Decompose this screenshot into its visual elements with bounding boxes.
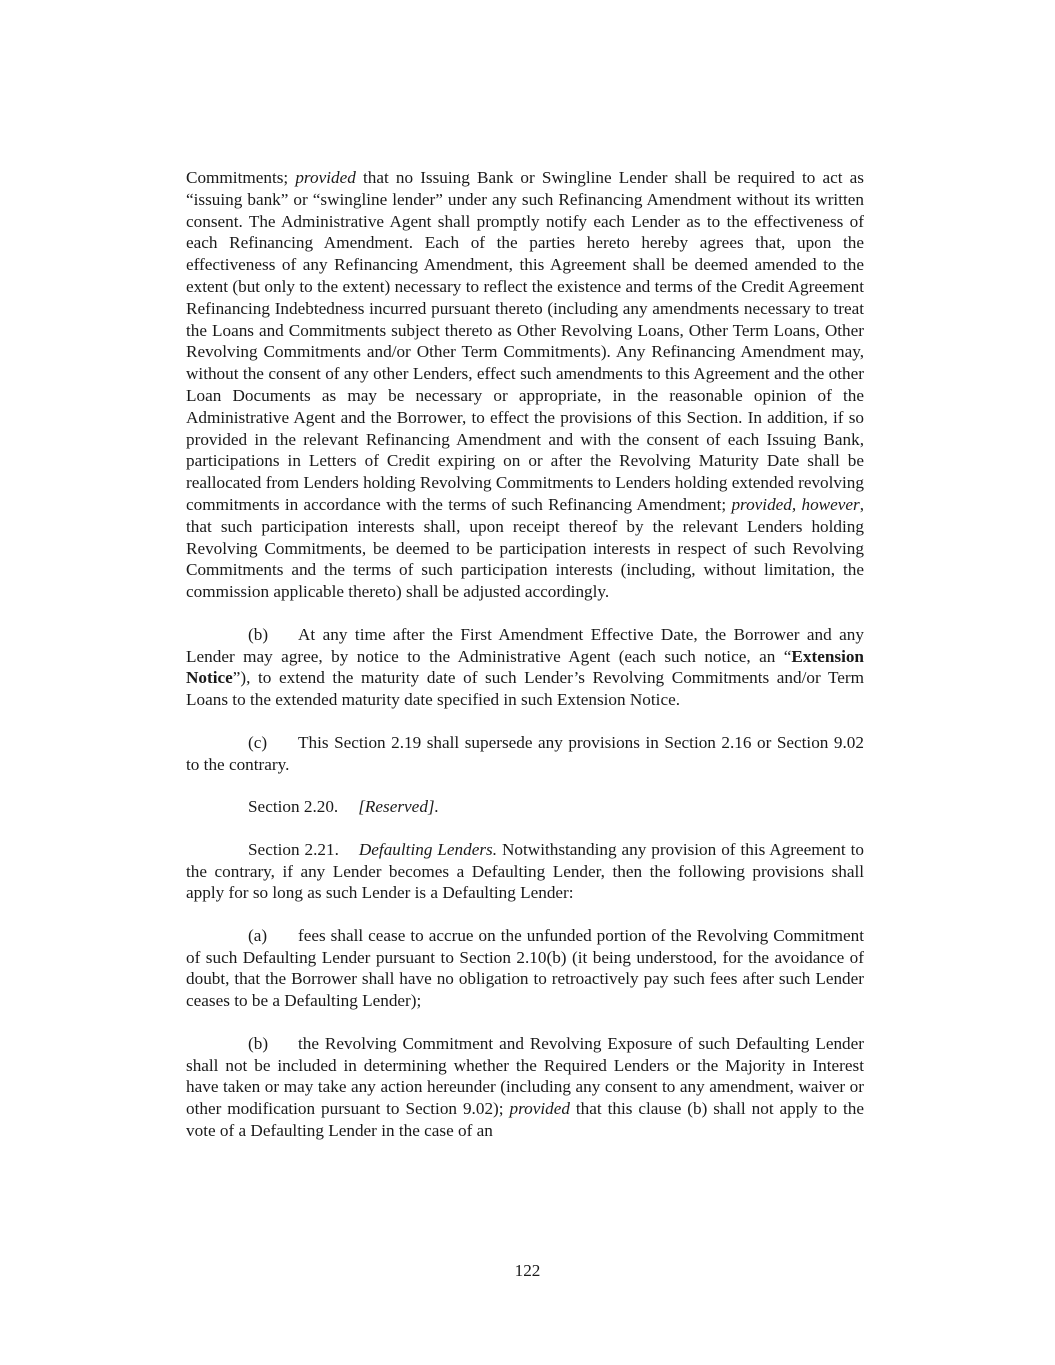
page-number: 122 [514, 1261, 541, 1280]
paragraph-refinancing-amendment [186, 167, 864, 603]
section-title: Defaulting Lenders. [358, 839, 498, 859]
text: that this clause (b) shall not apply to the vote of a Defaulting Lender in the case of an [186, 1099, 864, 1141]
text: Commitments; [186, 168, 296, 187]
text: the Revolving Commitment and Revolving Exposure of such Defaulting Lender shall not be included in determining whether the Required Lenders or the Majority in Interest have taken or may take any action hereunder (including any consent to any amendment, waiver or other modification pursuant to Section 9.02); [186, 1033, 864, 1119]
paragraph-b-extension-notice [186, 624, 864, 711]
emphasis-provided-however: provided, however [731, 494, 860, 514]
section-2-20 [186, 796, 864, 818]
paragraph-c [186, 732, 864, 776]
emphasis-provided: provided [295, 168, 356, 187]
text: , that such participation interests shall, upon receipt thereof by the relevant Lenders holding Revolving Commitments, be deemed to be participation interests in respect of such Revolving Commitments and the terms of such participation interests (including, without limitation, the commission applicable thereto) shall be adjusted accordingly. [186, 494, 865, 602]
paragraph-b-revolving-commitment [186, 1033, 864, 1142]
text: fees shall cease to accrue on the unfunded portion of the Revolving Commitment of such Defaulting Lender pursuant to Section 2.10(b) (it being understood, for the avoidance of doubt, that the Borrower shall have no obligation to retroactively pay such fees after such Lender ceases to be a Defaulting Lender); [186, 925, 864, 1011]
clause-label: (b) [248, 1033, 269, 1053]
section-number: Section 2.20. [248, 797, 339, 817]
text: This Section 2.19 shall supersede any provisions in Section 2.16 or Section 9.02 to the contrary. [186, 732, 864, 774]
text: ”), to extend the maturity date of such Lender’s Revolving Commitments and/or Term Loans to the extended maturity date specified in such Extension Notice. [186, 668, 864, 710]
clause-label: (a) [248, 925, 268, 945]
document-page [186, 167, 864, 1163]
paragraph-a-fees [186, 925, 864, 1012]
defined-term: Extension Notice [186, 646, 864, 688]
emphasis-provided: provided [509, 1099, 570, 1119]
section-2-21 [186, 839, 864, 904]
text: Notwithstanding any provision of this Agreement to the contrary, if any Lender becomes a Defaulting Lender, then the following provisions shall apply for so long as such Lender is a Defaulting Lender: [186, 839, 864, 903]
clause-label: (b) [248, 624, 269, 644]
section-title: [Reserved]. [358, 797, 439, 817]
section-number: Section 2.21. [248, 839, 339, 859]
text: that no Issuing Bank or Swingline Lender shall be required to act as “issuing bank” or “swingline lender” under any such Refinancing Amendment without its written consent. The Administrative Agent shall promptly notify each Lender as to the effectiveness of each Refinancing Amendment. Each of the parties hereto hereby agrees that, upon the effectiveness of any Refinancing Amendment, this Agreement shall be deemed amended to the extent (but only to the extent) necessary to reflect the existence and terms of the Credit Agreement Refinancing Indebtedness incurred pursuant thereto (including any amendments necessary to treat the Loans and Commitments subject thereto as Other Revolving Loans, Other Term Loans, Other Revolving Commitments and/or Other Term Commitments). Any Refinancing Amendment may, without the consent of any other Lenders, effect such amendments to this Agreement and the other Loan Documents as may be necessary or appropriate, in the reasonable opinion of the Administrative Agent and the Borrower, to effect the provisions of this Section. In addition, if so provided in the relevant Refinancing Amendment and with the consent of each Issuing Bank, participations in Letters of Credit expiring on or after the Revolving Maturity Date shall be reallocated from Lenders holding Revolving Commitments to Lenders holding extended revolving commitments in accordance with the terms of such Refinancing Amendment; [186, 168, 864, 514]
text: At any time after the First Amendment Effective Date, the Borrower and any Lender may agree, by notice to the Administrative Agent (each such notice, an “ [186, 624, 864, 666]
clause-label: (c) [248, 732, 268, 752]
